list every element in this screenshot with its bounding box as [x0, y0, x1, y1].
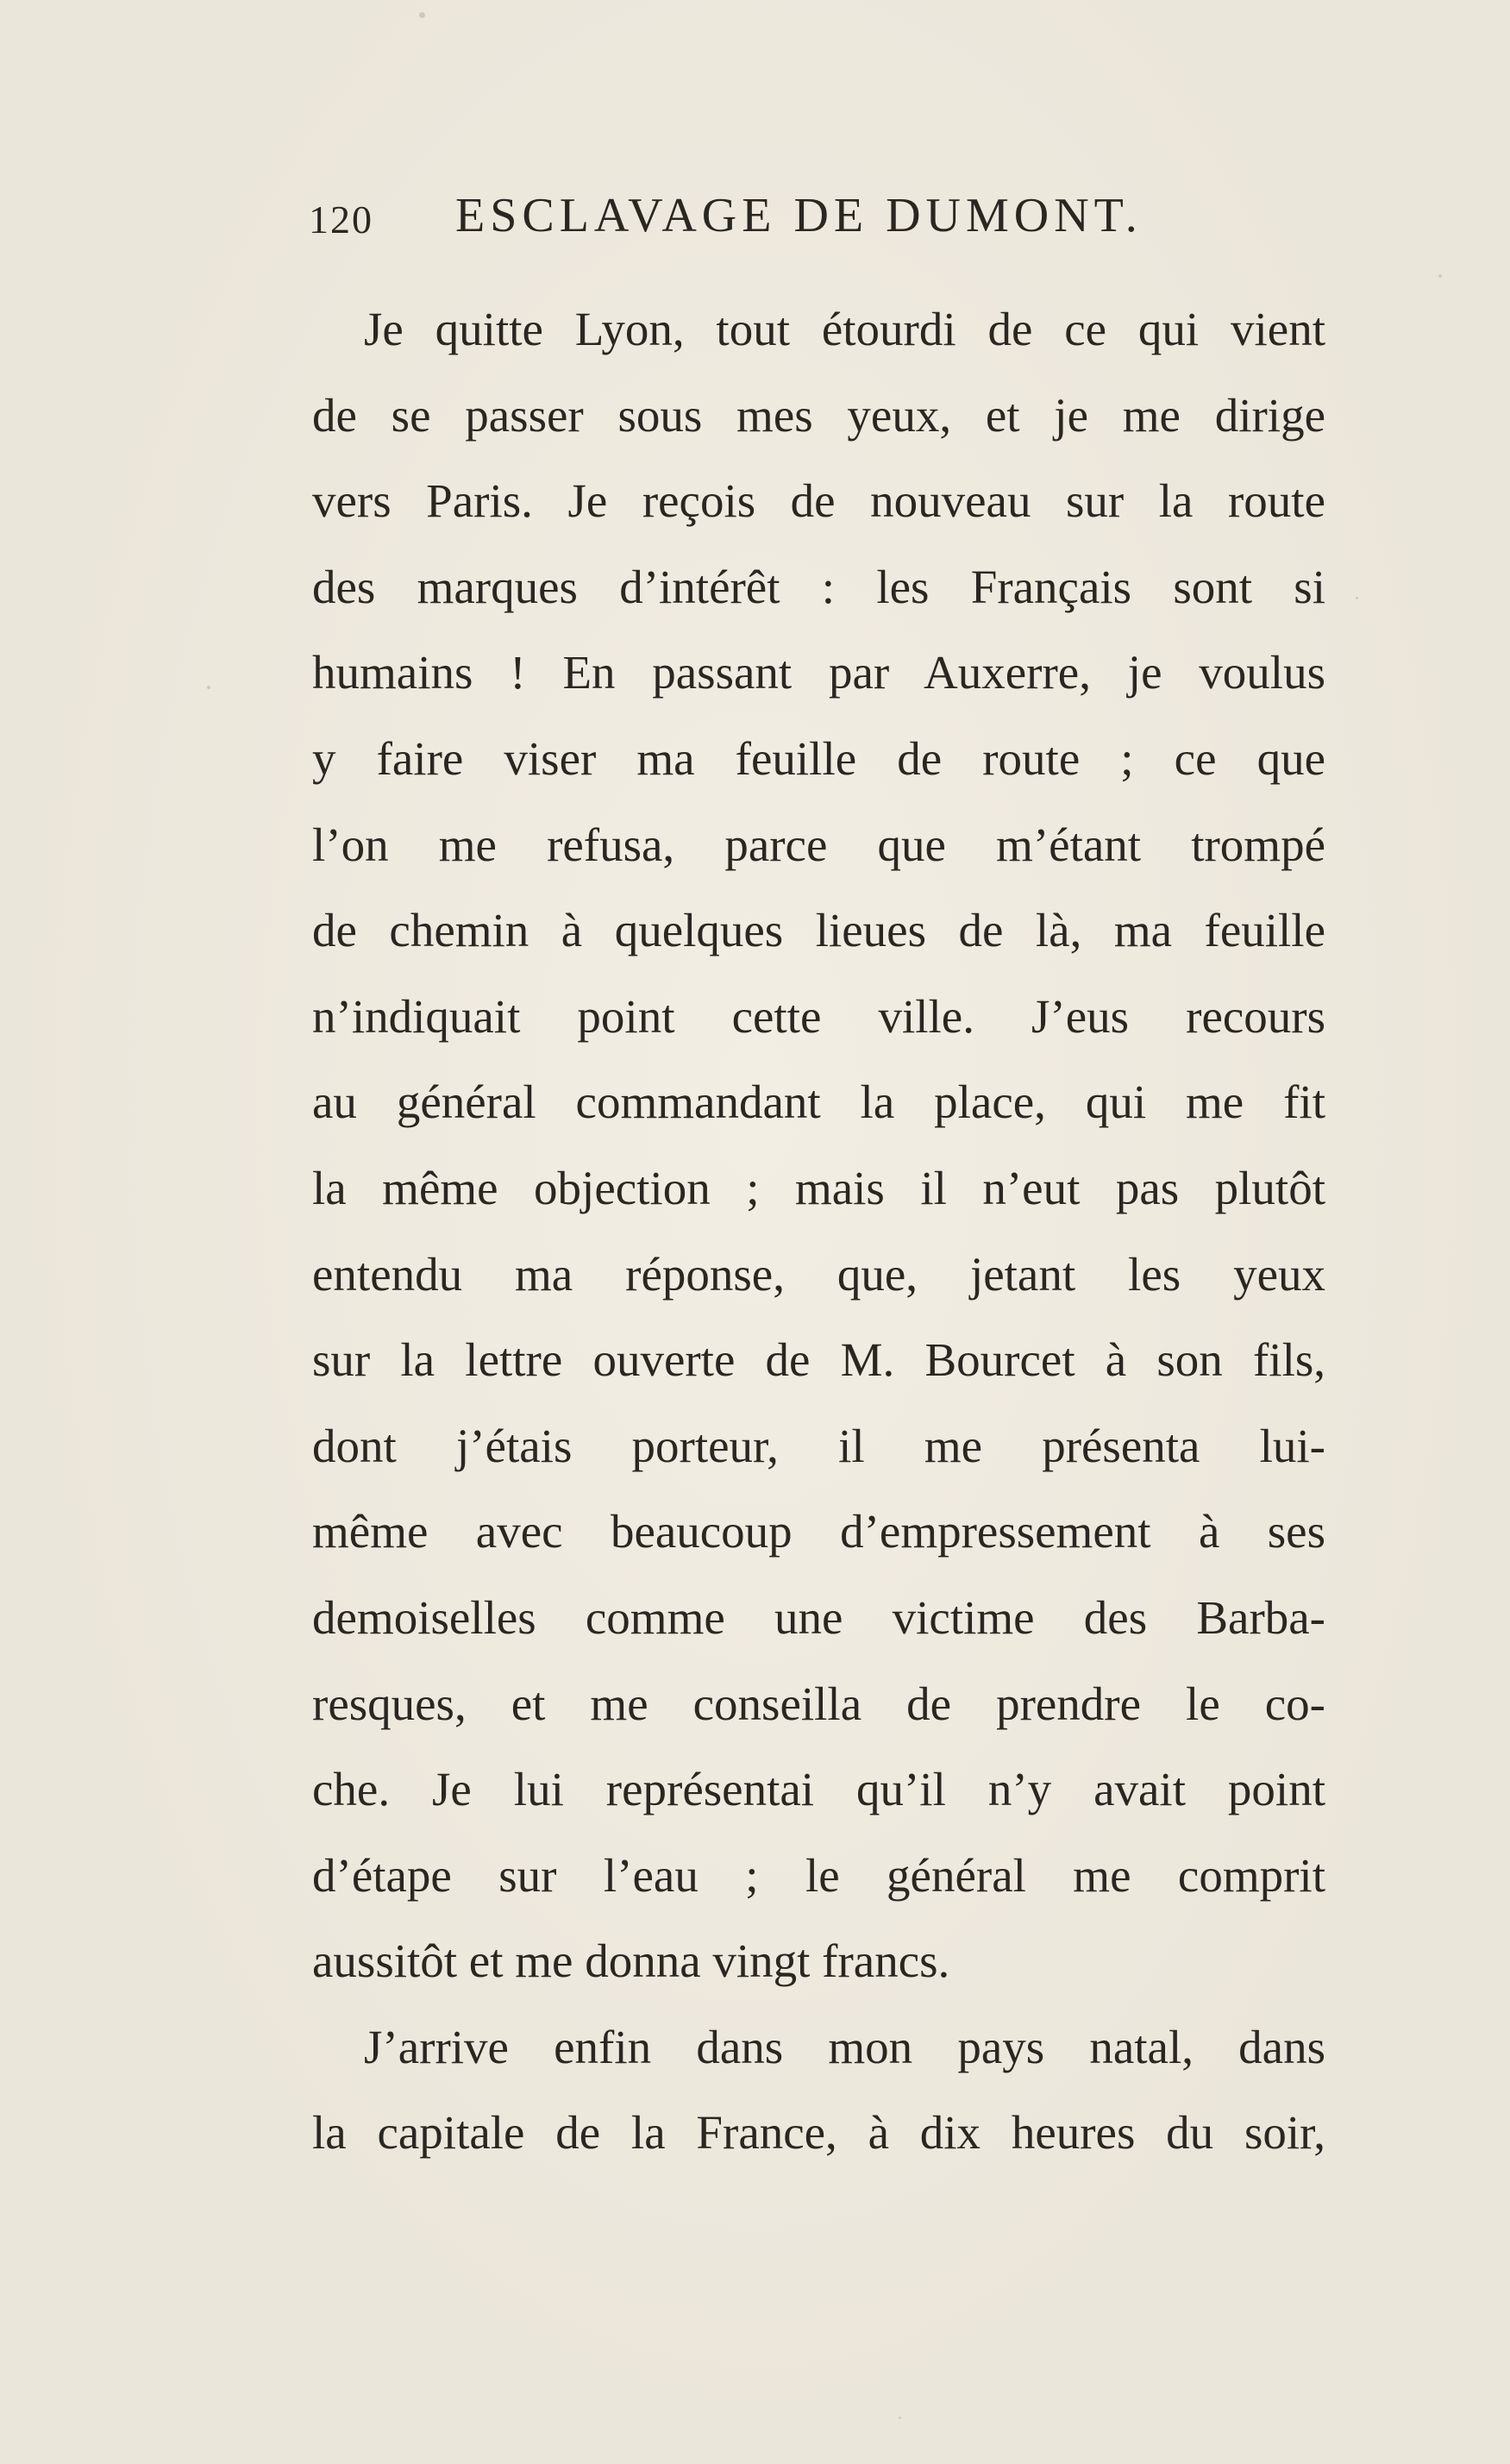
text-line: n’indiquait point cette ville. J’eus recours [312, 989, 1325, 1043]
page-header [309, 188, 1180, 248]
text-line: la capitale de la France, à dix heures du soir, [312, 2106, 1325, 2160]
text-line: de chemin à quelques lieues de là, ma feuille [312, 904, 1325, 957]
text-line: J’arrive enfin dans mon pays natal, dans [364, 2020, 1325, 2073]
text-line: dont j’étais porteur, il me présenta lui- [312, 1419, 1325, 1472]
text-line: l’on me refusa, parce que m’étant trompé [312, 818, 1325, 871]
text-line: sur la lettre ouverte de M. Bourcet à son fils, [312, 1333, 1325, 1387]
text-line: humains ! En passant par Auxerre, je voulus [312, 646, 1325, 699]
text-line: la même objection ; mais il n’eut pas plutôt [312, 1161, 1325, 1214]
text-line: au général commandant la place, qui me fit [312, 1075, 1325, 1129]
text-line: vers Paris. Je reçois de nouveau sur la route [312, 474, 1325, 528]
text-line: resques, et me conseilla de prendre le co- [312, 1677, 1325, 1730]
text-line: y faire viser ma feuille de route ; ce que [312, 731, 1325, 785]
text-line: des marques d’intérêt : les Français sont si [312, 560, 1325, 613]
text-line: aussitôt et me donna vingt francs. [312, 1934, 950, 1988]
text-line: d’étape sur l’eau ; le général me comprit [312, 1848, 1325, 1902]
paper-speck [1438, 274, 1442, 278]
running-title: ESCLAVAGE DE DUMONT. [455, 189, 1143, 242]
paper-speck [419, 12, 425, 18]
text-line: che. Je lui représentai qu’il n’y avait point [312, 1763, 1325, 1816]
text-line: entendu ma réponse, que, jetant les yeux [312, 1247, 1325, 1301]
paper-speck [1356, 597, 1358, 599]
text-line: Je quitte Lyon, tout étourdi de ce qui vient [364, 303, 1325, 355]
paper-speck [899, 2417, 901, 2419]
page-number: 120 [309, 197, 373, 241]
paper-speck [207, 686, 210, 689]
text-line: de se passer sous mes yeux, et je me dirige [312, 388, 1325, 442]
text-line: demoiselles comme une victime des Barba- [312, 1590, 1325, 1644]
body-text [312, 286, 1325, 2176]
text-line: même avec beaucoup d’empressement à ses [312, 1505, 1325, 1558]
